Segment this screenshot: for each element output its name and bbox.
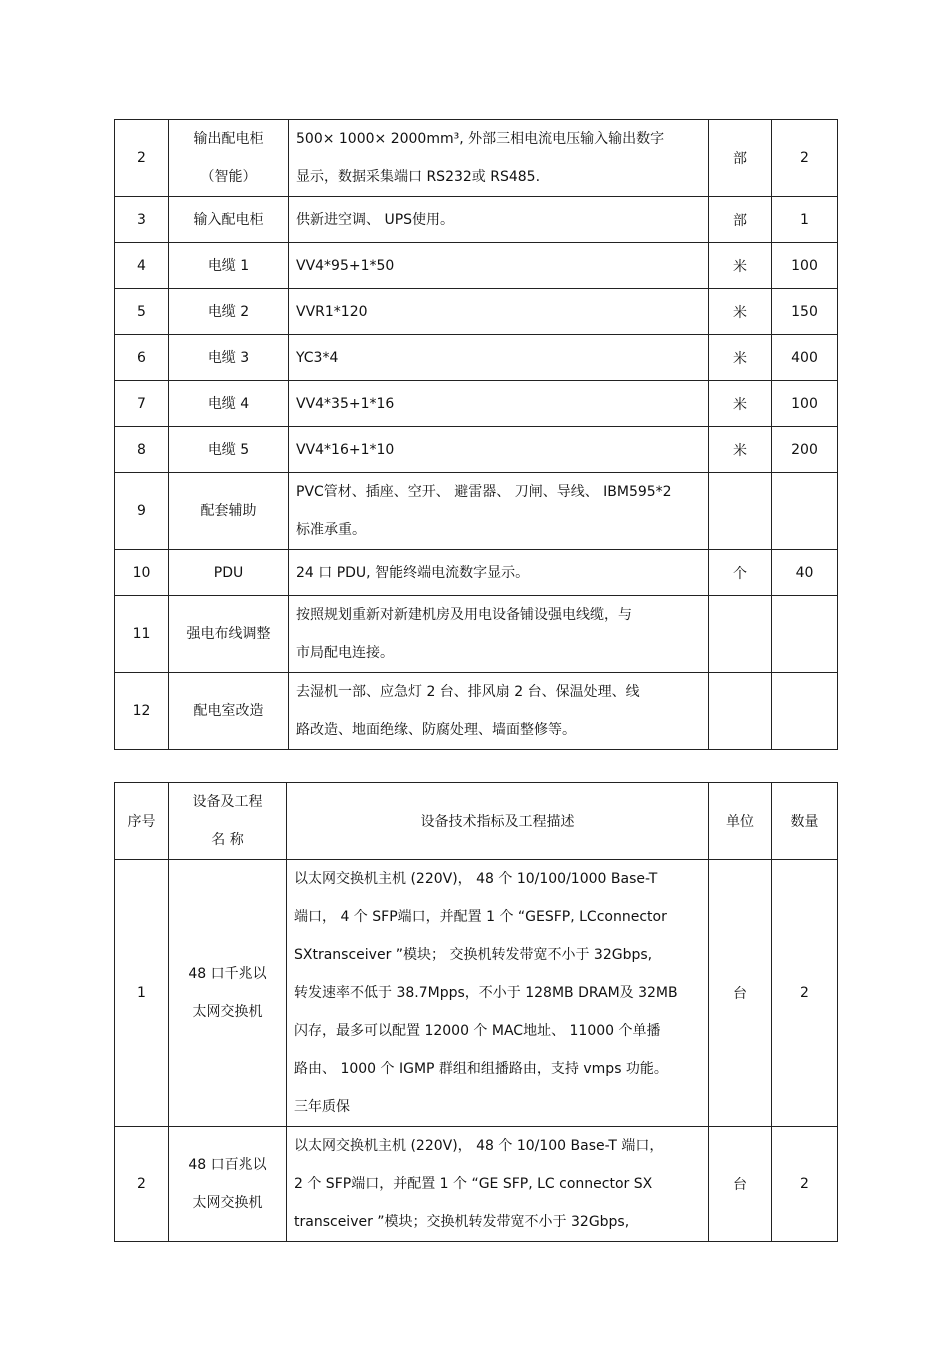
row-description — [289, 381, 709, 427]
table-row — [115, 197, 838, 243]
header-name-line: 设备及工程 — [192, 794, 263, 810]
row-description — [287, 860, 709, 1127]
row-number: 5 — [115, 289, 169, 335]
row-description — [289, 596, 709, 673]
table-row — [115, 243, 838, 289]
row-quantity: 200 — [772, 427, 838, 473]
row-description-line: 500× 1000× 2000mm³, 外部三相电流电压输入输出数字 — [296, 131, 665, 147]
row-quantity: 100 — [772, 243, 838, 289]
row-unit: 米 — [709, 335, 772, 381]
table-row — [115, 427, 838, 473]
row-name-line: 电缆 3 — [207, 349, 250, 366]
row-name-line: 48 口百兆以 — [188, 1157, 267, 1173]
row-name-line: 配套辅助 — [200, 503, 257, 519]
row-description — [289, 335, 709, 381]
header-unit: 单位 — [709, 783, 772, 860]
row-description-line: 市局配电连接。 — [296, 645, 394, 661]
table-row — [115, 120, 838, 197]
row-unit: 米 — [709, 381, 772, 427]
table-row — [115, 473, 838, 550]
row-description-line: 转发速率不低于 38.7Mpps，不小于 128MB DRAM及 32MB — [294, 985, 678, 1001]
row-description-line: 24 口 PDU, 智能终端电流数字显示。 — [296, 564, 530, 581]
row-description-line: 标准承重。 — [296, 522, 366, 538]
equipment-table-continued — [114, 119, 838, 750]
row-name-line: 电缆 2 — [207, 303, 250, 320]
row-name-line: 48 口千兆以 — [188, 966, 267, 982]
row-quantity: 400 — [772, 335, 838, 381]
row-number: 4 — [115, 243, 169, 289]
row-description-line: 以太网交换机主机 (220V)， 48 个 10/100/1000 Base-T — [294, 871, 658, 887]
header-qty: 数量 — [772, 783, 838, 860]
row-description-line: VV4*35+1*16 — [296, 395, 395, 412]
row-name — [169, 1127, 287, 1242]
row-name — [169, 473, 289, 550]
row-description — [289, 673, 709, 750]
row-number: 11 — [115, 596, 169, 673]
network-equipment-table — [114, 782, 838, 1242]
row-description-line: 显示，数据采集端口 RS232或 RS485. — [296, 169, 541, 185]
header-no: 序号 — [115, 783, 169, 860]
row-description — [289, 197, 709, 243]
row-description-line: 2 个 SFP端口，并配置 1 个 “GE SFP, LC connector SX — [294, 1176, 653, 1192]
row-quantity: 40 — [772, 550, 838, 596]
row-name — [169, 289, 289, 335]
row-unit: 个 — [709, 550, 772, 596]
row-name-line: 配电室改造 — [193, 703, 264, 719]
table-row — [115, 289, 838, 335]
row-quantity: 100 — [772, 381, 838, 427]
row-description-line: SXtransceiver ”模块； 交换机转发带宽不小于 32Gbps, — [294, 947, 653, 963]
row-unit — [709, 473, 772, 550]
row-unit: 部 — [709, 197, 772, 243]
row-quantity: 2 — [772, 860, 838, 1127]
row-description-line: transceiver ”模块；交换机转发带宽不小于 32Gbps, — [294, 1214, 630, 1230]
table-row — [115, 673, 838, 750]
table-row — [115, 1127, 838, 1242]
row-name-line: 输出配电柜 — [193, 131, 264, 147]
row-name-line: PDU — [213, 564, 244, 581]
row-quantity — [772, 673, 838, 750]
row-unit: 台 — [709, 860, 772, 1127]
row-unit: 米 — [709, 289, 772, 335]
row-description — [289, 473, 709, 550]
row-description-line: VVR1*120 — [296, 303, 368, 320]
row-description-line: 去湿机一部、应急灯 2 台、排风扇 2 台、保温处理、线 — [296, 684, 640, 700]
table-row — [115, 381, 838, 427]
row-description — [287, 1127, 709, 1242]
row-description-line: PVC管材、插座、空开、 避雷器、 刀闸、导线、 IBM595*2 — [296, 484, 672, 500]
row-name — [169, 335, 289, 381]
row-description-line: YC3*4 — [296, 349, 339, 366]
row-unit: 部 — [709, 120, 772, 197]
row-name — [169, 120, 289, 197]
row-name-line: 电缆 4 — [207, 395, 250, 412]
row-unit: 米 — [709, 427, 772, 473]
row-number: 9 — [115, 473, 169, 550]
row-unit: 米 — [709, 243, 772, 289]
row-number: 2 — [115, 1127, 169, 1242]
table-row — [115, 596, 838, 673]
row-unit — [709, 596, 772, 673]
header-desc: 设备技术指标及工程描述 — [287, 783, 709, 860]
row-description-line: VV4*16+1*10 — [296, 441, 395, 458]
row-quantity — [772, 473, 838, 550]
row-quantity: 2 — [772, 1127, 838, 1242]
row-description-line: 端口， 4 个 SFP端口，并配置 1 个 “GESFP, LCconnector — [294, 909, 667, 925]
row-number: 3 — [115, 197, 169, 243]
row-number: 10 — [115, 550, 169, 596]
row-name-line: （智能） — [200, 169, 257, 185]
row-name-line: 太网交换机 — [192, 1004, 263, 1020]
row-description — [289, 289, 709, 335]
row-description-line: 闪存，最多可以配置 12000 个 MAC地址、 11000 个单播 — [294, 1023, 661, 1039]
row-unit: 台 — [709, 1127, 772, 1242]
row-quantity — [772, 596, 838, 673]
row-description-line: 三年质保 — [294, 1099, 350, 1115]
row-name-line: 强电布线调整 — [186, 626, 271, 642]
row-name — [169, 550, 289, 596]
row-name — [169, 427, 289, 473]
row-quantity: 1 — [772, 197, 838, 243]
row-name — [169, 596, 289, 673]
row-description — [289, 550, 709, 596]
row-quantity: 2 — [772, 120, 838, 197]
row-name — [169, 860, 287, 1127]
table-row — [115, 550, 838, 596]
row-number: 7 — [115, 381, 169, 427]
row-quantity: 150 — [772, 289, 838, 335]
row-description-line: 路改造、地面绝缘、防腐处理、墙面整修等。 — [296, 722, 576, 738]
row-unit — [709, 673, 772, 750]
header-name — [169, 783, 287, 860]
table-row — [115, 860, 838, 1127]
row-description-line: VV4*95+1*50 — [296, 257, 395, 274]
row-number: 6 — [115, 335, 169, 381]
row-name — [169, 197, 289, 243]
row-description — [289, 427, 709, 473]
row-name-line: 电缆 5 — [207, 441, 250, 458]
table-header-row — [115, 783, 838, 860]
row-name — [169, 381, 289, 427]
row-number: 8 — [115, 427, 169, 473]
table-row — [115, 335, 838, 381]
row-description-line: 按照规划重新对新建机房及用电设备铺设强电线缆，与 — [296, 607, 632, 623]
row-number: 12 — [115, 673, 169, 750]
row-name-line: 电缆 1 — [207, 257, 250, 274]
row-description — [289, 243, 709, 289]
header-name-line: 名 称 — [211, 832, 244, 848]
row-name-line: 输入配电柜 — [193, 211, 264, 228]
row-number: 1 — [115, 860, 169, 1127]
row-name-line: 太网交换机 — [192, 1195, 263, 1211]
row-description-line: 以太网交换机主机 (220V)， 48 个 10/100 Base-T 端口， — [294, 1138, 664, 1154]
row-description — [289, 120, 709, 197]
row-number: 2 — [115, 120, 169, 197]
row-name — [169, 243, 289, 289]
row-description-line: 供新进空调、 UPS使用。 — [296, 211, 455, 228]
row-description-line: 路由、 1000 个 IGMP 群组和组播路由，支持 vmps 功能。 — [294, 1061, 668, 1077]
row-name — [169, 673, 289, 750]
